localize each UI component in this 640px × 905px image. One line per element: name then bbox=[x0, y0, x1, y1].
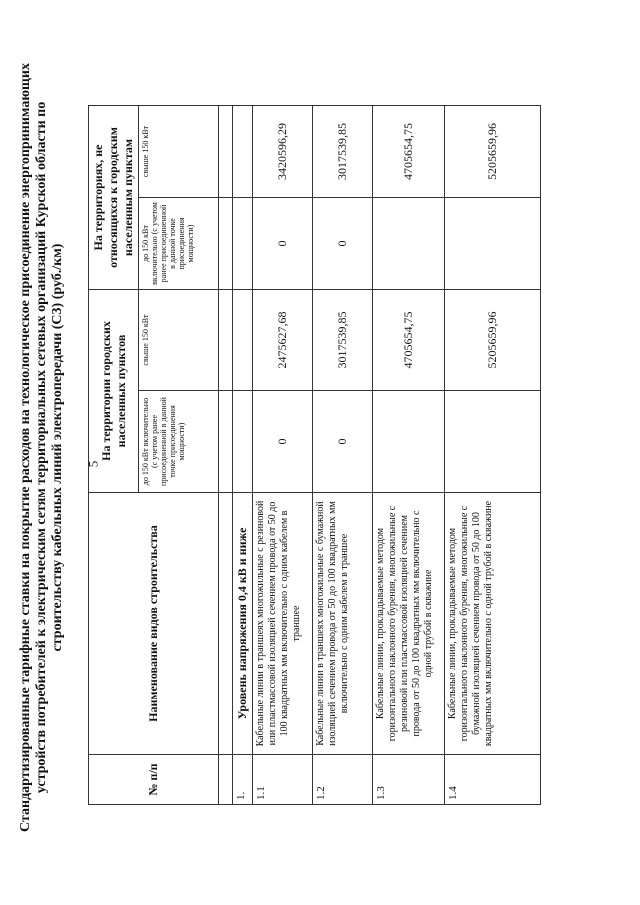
blank-cell bbox=[219, 106, 233, 198]
row-description: Кабельные линии в траншеях многожильные с резиновой или пластмассовой изоляцией сечением провода от 50 до 100 квадратных мм включительно с одним кабелем в траншее bbox=[253, 493, 313, 755]
rural-over-value: 3420596,29 bbox=[253, 106, 313, 198]
col-header-rural-upto: до 150 кВт включительно (с учетом ранее присоединенной в данной точке присоединения мощности) bbox=[139, 198, 219, 290]
urban-upto-value: 0 bbox=[313, 391, 373, 493]
section-row bbox=[233, 106, 253, 805]
urban-upto-value bbox=[445, 391, 541, 493]
title-line-3: строительству кабельных линий электропередачи (С3) (руб./км) bbox=[50, 243, 65, 652]
row-description: Кабельные линии, прокладываемые методом горизонтального наклонного бурения, многожильные с резиновой или пластмассовой изоляцией сечением провода от 50 до 100 квадратных мм включительно с одной трубой в скважине bbox=[373, 493, 445, 755]
blank-row bbox=[219, 106, 233, 805]
urban-upto-value bbox=[373, 391, 445, 493]
table-row bbox=[373, 106, 445, 805]
table-row bbox=[313, 106, 373, 805]
table-row bbox=[445, 106, 541, 805]
rural-upto-value: 0 bbox=[253, 198, 313, 290]
urban-over-value: 4705654,75 bbox=[373, 290, 445, 391]
row-number: 1.1 bbox=[253, 755, 313, 805]
blank-cell bbox=[219, 493, 233, 755]
rural-over-value: 4705654,75 bbox=[373, 106, 445, 198]
page-number: 5 bbox=[85, 460, 101, 468]
rural-over-value: 3017539,85 bbox=[313, 106, 373, 198]
tariff-table bbox=[88, 105, 541, 805]
col-header-rural: На территориях, не относящихся к городским населенным пунктам bbox=[89, 106, 139, 290]
col-header-urban: На территории городских населенных пунктов bbox=[89, 290, 139, 493]
section-label: Уровень напряжения 0,4 кВ и ниже bbox=[233, 493, 253, 755]
rural-upto-value bbox=[445, 198, 541, 290]
row-number: 1.2 bbox=[313, 755, 373, 805]
urban-upto-value: 0 bbox=[253, 391, 313, 493]
row-number: 1.3 bbox=[373, 755, 445, 805]
col-header-rural-over: свыше 150 кВт bbox=[139, 106, 219, 198]
table-row bbox=[253, 106, 313, 805]
section-empty-cell bbox=[233, 290, 253, 391]
blank-cell bbox=[219, 391, 233, 493]
document-title bbox=[18, 60, 66, 835]
rural-upto-value bbox=[373, 198, 445, 290]
section-empty-cell bbox=[233, 391, 253, 493]
row-number: 1.4 bbox=[445, 755, 541, 805]
header-row-top bbox=[89, 106, 139, 805]
col-header-num: № п/п bbox=[89, 755, 219, 805]
blank-cell bbox=[219, 290, 233, 391]
blank-cell bbox=[219, 198, 233, 290]
section-empty-cell bbox=[233, 198, 253, 290]
title-line-1: Стандартизированные тарифные ставки на покрытие расходов на технологическое присоединение энергопринимающих bbox=[18, 63, 33, 832]
section-empty-cell bbox=[233, 106, 253, 198]
rural-upto-value: 0 bbox=[313, 198, 373, 290]
rural-over-value: 5205659,96 bbox=[445, 106, 541, 198]
blank-cell bbox=[219, 755, 233, 805]
col-header-urban-over: свыше 150 кВт bbox=[139, 290, 219, 391]
urban-over-value: 5205659,96 bbox=[445, 290, 541, 391]
urban-over-value: 3017539,85 bbox=[313, 290, 373, 391]
col-header-name: Наименование видов строительства bbox=[89, 493, 219, 755]
section-number: 1. bbox=[233, 755, 253, 805]
col-header-urban-upto: до 150 кВт включительно (с учетом ранее присоединенной в данной точке присоединения мощности) bbox=[139, 391, 219, 493]
row-description: Кабельные линии в траншеях многожильные с бумажной изоляцией сечением провода от 50 до 100 квадратных мм включительно с одним кабелем в траншее bbox=[313, 493, 373, 755]
row-description: Кабельные линии, прокладываемые методом горизонтального наклонного бурения, многожильные с бумажной изоляцией сечением провода от 50 до 100 квадратных мм включительно с одной трубой в скважине bbox=[445, 493, 541, 755]
urban-over-value: 2475627,68 bbox=[253, 290, 313, 391]
title-line-2: устройств потребителей к электрическим сетям территориальных сетевых организаций Курской области по bbox=[34, 101, 49, 794]
